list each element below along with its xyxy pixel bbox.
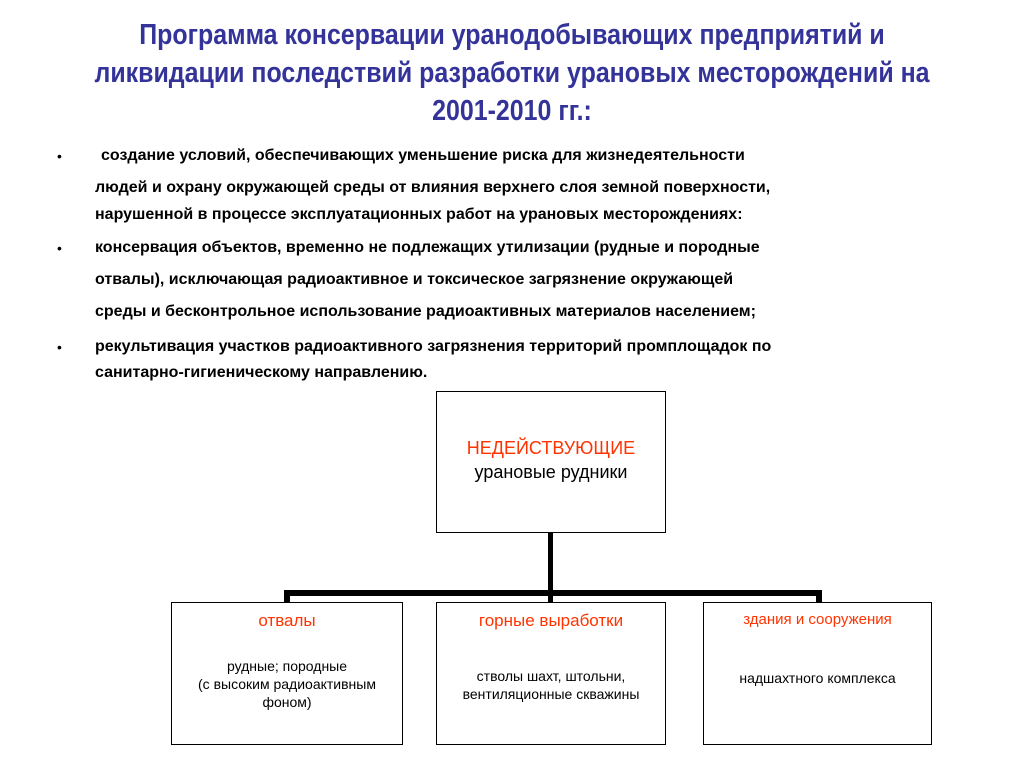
bullet-3-line-2: санитарно-гигиеническому направлению. [95, 364, 428, 381]
bullet-2-line-1: консервация объектов, временно не подлежащих утилизации (рудные и породные [95, 239, 760, 256]
title-line: 2001-2010 гг.: [432, 95, 592, 127]
child-heading-buildings: здания и сооружения [743, 611, 892, 628]
child-text-line: (с высоким радиоактивным [198, 676, 376, 692]
child-box-mine-workings [436, 602, 666, 745]
child-text-line: стволы шахт, штольни, [476, 668, 626, 684]
bullet-1-line-3: нарушенной в процессе эксплуатационных работ на урановых месторождениях: [95, 206, 743, 223]
root-heading: НЕДЕЙСТВУЮЩИЕ [466, 438, 636, 458]
child-heading-mine-workings: горные выработки [478, 611, 624, 630]
bullet-1-line-1: создание условий, обеспечивающих уменьшение риска для жизнедеятельности [101, 147, 745, 164]
child-heading-dumps: отвалы [258, 611, 316, 630]
bullet-marker: • [57, 240, 62, 256]
child-box-buildings [703, 602, 932, 745]
root-box [436, 391, 666, 533]
child-text-line: рудные; породные [226, 658, 348, 674]
title-line: ликвидации последствий разработки урановых месторождений на [94, 57, 930, 89]
bullet-2-line-3: среды и бесконтрольное использование радиоактивных материалов населением; [95, 303, 756, 320]
child-text-line: вентиляционные скважины [462, 686, 640, 702]
root-subtitle: урановые рудники [474, 462, 628, 482]
child-text-line: надшахтного комплекса [739, 670, 896, 686]
page-title [89, 16, 935, 130]
bullet-1-line-2: людей и охрану окружающей среды от влияния верхнего слоя земной поверхности, [95, 179, 771, 196]
bullet-2-line-2: отвалы), исключающая радиоактивное и токсическое загрязнение окружающей [95, 271, 734, 288]
title-line: Программа консервации уранодобывающих предприятий и [139, 19, 885, 51]
connector-vertical-main [548, 533, 553, 593]
bullet-marker: • [57, 148, 62, 164]
child-text-line: фоном) [262, 694, 312, 710]
bullet-3-line-1: рекультивация участков радиоактивного загрязнения территорий промплощадок по [95, 338, 772, 355]
connector-horizontal [284, 590, 822, 596]
bullet-marker: • [57, 339, 62, 355]
child-box-dumps [171, 602, 403, 745]
